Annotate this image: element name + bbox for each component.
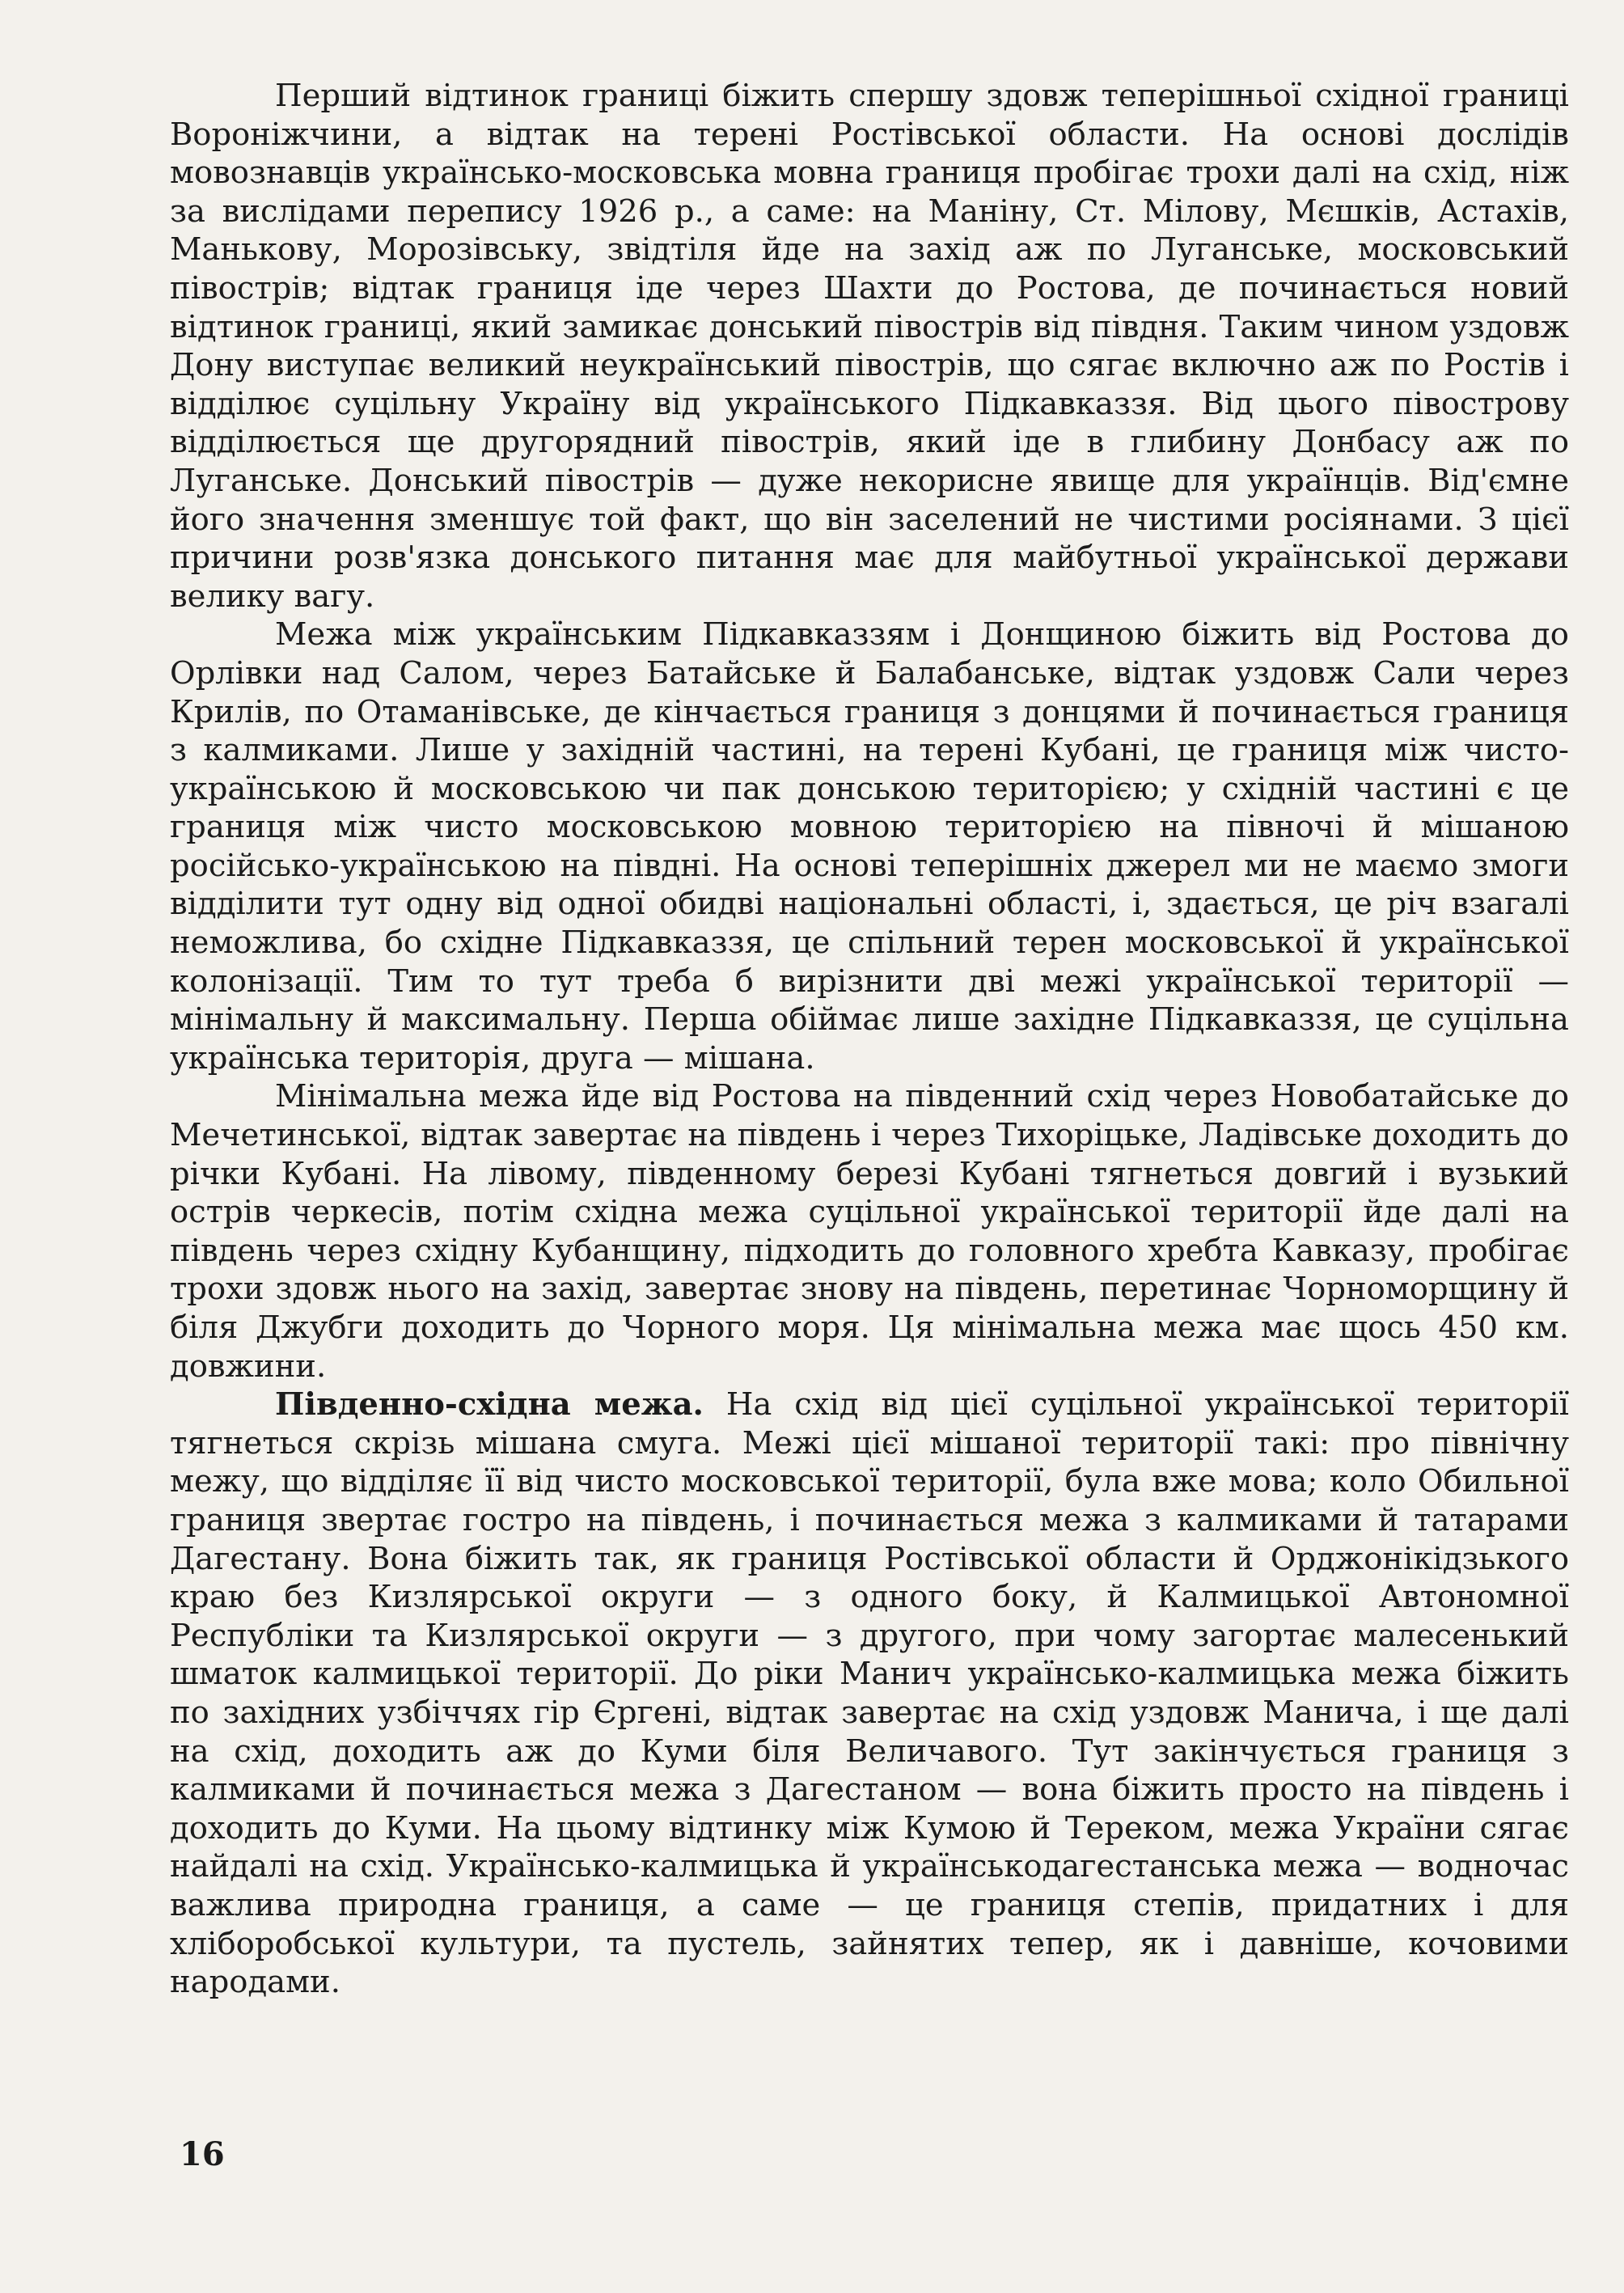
paragraph-2 [170, 616, 1569, 1077]
paragraph-4-text: На схід від цієї суцільної української території тягнеться скрізь мішана смуга. Межі цієї мішаної території такі: про північну межу, що відділяє її від чисто московської території, була вже мова; коло Обильної границя звертає гостро на південь, і починається межа з калмиками й татарами Дагестану. Вона біжить так, як границя Ростівської области й Орджонікідзького краю без Кизлярської округи — з одного боку, й Калмицької Автономної Республіки та Кизлярської округи — з другого, при чому загортає малесенький шматок калмицької території. До ріки Манич українсько-калмицька межа біжить по західних узбіччях гір Єргені, відтак завертає на схід уздовж Манича, і ще далі на схід, доходить аж до Куми біля Величавого. Тут закінчується границя з калмиками й починається межа з Дагестаном — вона біжить просто на південь і доходить до Куми. На цьому відтинку між Кумою й Тереком, межа України сягає найдалі на схід. Українсько-калмицька й українськодагестанська межа — водночас важлива природна границя, а саме — це границя степів, придатних і для хліборобської культури, та пустель, зайнятих тепер, як і давніше, кочовими народами. [170, 1386, 1569, 2001]
paragraph-4 [170, 1386, 1569, 2002]
paragraph-1-text: Перший відтинок границі біжить спершу здовж теперішньої східної границі Вороніжчини, а відтак на терені Ростівської области. На основі дослідів мовознавців українсько-московська мовна границя пробігає трохи далі на схід, ніж за вислідами перепису 1926 р., а саме: на Маніну, Ст. Мілову, Мєшків, Астахів, Манькову, Морозівську, звідтіля йде на захід аж по Луганське, московський півострів; відтак границя іде через Шахти до Ростова, де починається новий відтинок границі, який замикає донський півострів від півдня. Таким чином уздовж Дону виступає великий неукраїнський півострів, що сягає включно аж по Ростів і відділює суцільну Україну від українського Підкавказзя. Від цього півострову відділюється ще другорядний півострів, який іде в глибину Донбасу аж по Луганське. Донський півострів — дуже некорисне явище для українців. Від'ємне його значення зменшує той факт, що він заселений не чистими росіянами. З цієї причини розв'язка донського питання має для майбутньої української держави велику вагу. [170, 78, 1569, 615]
paragraph-3-text: Мінімальна межа йде від Ростова на південний схід через Новобатайське до Мечетинської, відтак завертає на південь і через Тихоріцьке, Ладівське доходить до річки Кубані. На лівому, південному березі Кубані тягнеться довгий і вузький острів черкесів, потім східна межа суцільної української території йде далі на південь через східну Кубанщину, підходить до головного хребта Кавказу, пробігає трохи здовж нього на захід, завертає знову на південь, перетинає Чорноморщину й біля Джубги доходить до Чорного моря. Ця мінімальна межа має щось 450 км. довжини. [170, 1078, 1569, 1385]
section-heading-southeast-border: Південно-східна межа. [275, 1386, 704, 1424]
page-number: 16 [180, 2135, 225, 2173]
paragraph-3 [170, 1077, 1569, 1386]
paragraph-2-text: Межа між українським Підкавказзям і Донщиною біжить від Ростова до Орлівки над Салом, через Батайське й Балабанське, відтак уздовж Сали через Крилів, по Отаманівське, де кінчається границя з донцями й починається границя з калмиками. Лише у західній частині, на терені Кубані, це границя між чисто-українською й московською чи пак донською територією; у східній частині є це границя між чисто московською мовною територією на півночі й мішаною російсько-українською на півдні. На основі теперішніх джерел ми не маємо змоги відділити тут одну від одної обидві національні області, і, здається, це річ взагалі неможлива, бо східне Підкавказзя, це спільний терен московської й української колонізації. Тим то тут треба б вирізнити дві межі української території — мінімальну й максимальну. Перша обіймає лише західне Підкавказзя, це суцільна українська територія, друга — мішана. [170, 616, 1569, 1077]
paragraph-1 [170, 77, 1569, 616]
page-body [170, 77, 1569, 2002]
